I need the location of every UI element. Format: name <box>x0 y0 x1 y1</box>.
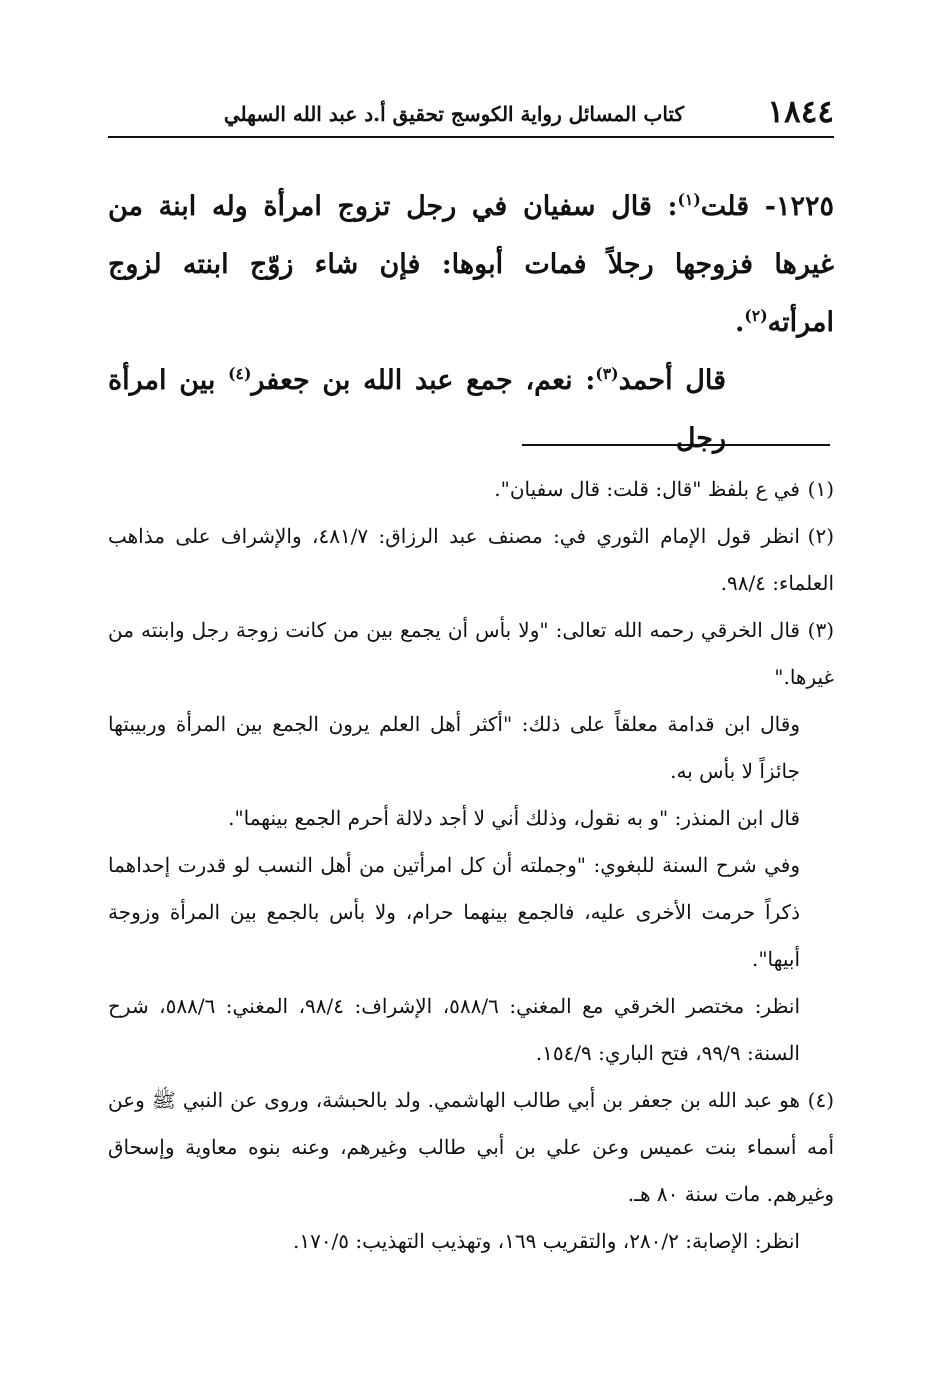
entry-text-end: . <box>734 307 745 338</box>
main-text <box>108 178 834 468</box>
footnote-marker: (٣) <box>807 618 834 642</box>
footnote-4-references: انظر: الإصابة: ٢٨٠/٢، والتقريب ١٦٩، وتهذيب التهذيب: ١٧٠/٥. <box>292 1229 800 1253</box>
footnote-text: هو عبد الله بن جعفر بن أبي طالب الهاشمي. ولد بالحبشة، وروى عن النبي ﷺ وعن أمه أسماء بنت عميس وعن علي بن أبي طالب وغيرهم، وعنه بنوه معاوية وإسحاق وغيرهم. مات سنة ٨٠ هـ. <box>108 1088 834 1206</box>
footnote-2 <box>108 513 834 607</box>
footnote-text: قال الخرقي رحمه الله تعالى: "ولا بأس أن يجمع بين من كانت زوجة رجل وابنته من غيرها." <box>108 618 834 689</box>
footnote-3-paragraph: قال ابن المنذر: "و به نقول، وذلك أني لا أجد دلالة أحرم الجمع بينهما". <box>228 806 800 830</box>
answer-text-1: قال أحمد <box>618 365 727 396</box>
answer-text-3: بين امرأة رجل <box>108 365 726 454</box>
answer-paragraph <box>108 352 834 468</box>
running-title: كتاب المسائل رواية الكوسج تحقيق أ.د عبد الله السهلي <box>223 102 684 126</box>
footnote-divider <box>522 444 830 446</box>
footnote-3-references: انظر: مختصر الخرقي مع المغني: ٥٨٨/٦، الإشراف: ٩٨/٤، المغني: ٥٨٨/٦، شرح السنة: ٩٩/٩، فتح الباري: ١٥٤/٩. <box>108 994 800 1065</box>
entry-text-2: : قال سفيان في رجل تزوج امرأة وله ابنة من غيرها فزوجها رجلاً فمات أبوها: فإن شاء زوّج ابنته لزوج امرأته <box>108 191 834 338</box>
footnote-text: في ع بلفظ "قال: قلت: قال سفيان". <box>494 477 800 501</box>
footnote-marker: (٤) <box>807 1088 834 1112</box>
footnote-text: انظر قول الإمام الثوري في: مصنف عبد الرزاق: ٤٨١/٧، والإشراف على مذاهب العلماء: ٩٨/٤. <box>108 524 834 595</box>
footnotes <box>108 466 834 1265</box>
footnote-4 <box>108 1077 834 1218</box>
footnote-ref: (٢) <box>744 306 768 325</box>
footnote-ref: (١) <box>677 190 701 209</box>
page-number: ١٨٤٤ <box>767 94 834 130</box>
answer-text-2: : نعم، جمع عبد الله بن جعفر <box>251 365 596 396</box>
entry-text-1: قلت <box>700 191 765 222</box>
entry-paragraph <box>108 178 834 352</box>
footnote-3-paragraph: وقال ابن قدامة معلقاً على ذلك: "أكثر أهل العلم يرون الجمع بين المرأة وربيبتها جائزاً لا بأس به. <box>108 712 800 783</box>
footnote-marker: (١) <box>807 477 834 501</box>
footnote-ref: (٣) <box>595 364 619 383</box>
footnote-ref: (٤) <box>228 364 252 383</box>
page-header <box>108 86 834 138</box>
footnote-marker: (٢) <box>807 524 834 548</box>
footnote-1 <box>108 466 834 513</box>
footnote-3-paragraph: وفي شرح السنة للبغوي: "وجملته أن كل امرأتين من أهل النسب لو قدرت إحداهما ذكراً حرمت الأخرى عليه، فالجمع بينهما حرام، ولا بأس بالجمع بين المرأة وزوجة أبيها". <box>108 853 800 971</box>
footnote-3 <box>108 607 834 701</box>
entry-number: ١٢٢٥- <box>764 191 834 222</box>
